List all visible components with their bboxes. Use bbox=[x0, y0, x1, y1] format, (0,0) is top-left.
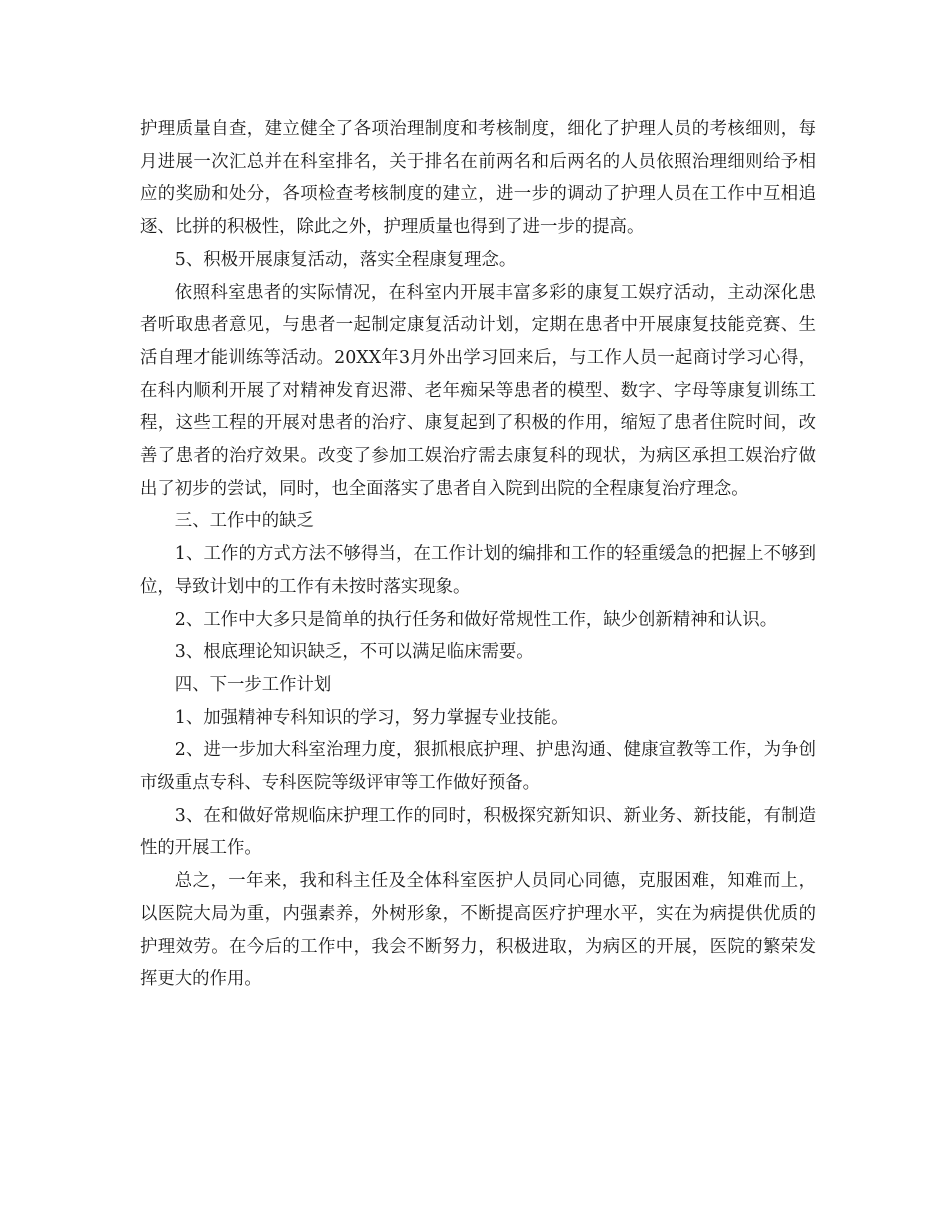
shortcoming-item-2: 2、工作中大多只是简单的执行任务和做好常规性工作，缺少创新精神和认识。 bbox=[174, 609, 778, 630]
plan-item-3: 3、在和做好常规临床护理工作的同时，积极探究新知识、新业务、新技能，有制造性的开展工作。 bbox=[140, 805, 816, 859]
shortcoming-item-3: 3、根底理论知识缺乏，不可以满足临床需要。 bbox=[174, 642, 534, 663]
heading-shortcomings: 三、工作中的缺乏 bbox=[174, 511, 314, 532]
plan-item-2: 2、进一步加大科室治理力度，狠抓根底护理、护患沟通、健康宣教等工作，为争创市级重点专科、专科医院等级评审等工作做好预备。 bbox=[140, 740, 816, 794]
paragraph-conclusion: 总之，一年来，我和科主任及全体科室医护人员同心同德，克服困难，知难而上，以医院大局为重，内强素养，外树形象，不断提高医疗护理水平，实在为病提供优质的护理效劳。在今后的工作中，我会不断努力，积极进取，为病区的开展，医院的繁荣发挥更大的作用。 bbox=[140, 871, 816, 990]
document-body bbox=[140, 113, 816, 996]
paragraph-quality-check: 护理质量自查，建立健全了各项治理制度和考核制度，细化了护理人员的考核细则，每月进展一次汇总并在科室排名，关于排名在前两名和后两名的人员依照治理细则给予相应的奖励和处分，各项检查考核制度的建立，进一步的调动了护理人员在工作中互相追逐、比拼的积极性，除此之外，护理质量也得到了进一步的提高。 bbox=[140, 119, 816, 238]
heading-next-plan: 四、下一步工作计划 bbox=[174, 674, 332, 695]
heading-rehab-activities: 5、积极开展康复活动，落实全程康复理念。 bbox=[174, 249, 517, 270]
plan-item-1: 1、加强精神专科知识的学习，努力掌握专业技能。 bbox=[174, 707, 569, 728]
shortcoming-item-1: 1、工作的方式方法不够得当，在工作计划的编排和工作的轻重缓急的把握上不够到位，导致计划中的工作有未按时落实现象。 bbox=[140, 544, 816, 597]
paragraph-rehab-details: 依照科室患者的实际情况，在科室内开展丰富多彩的康复工娱疗活动，主动深化患者听取患者意见，与患者一起制定康复活动计划，定期在患者中开展康复技能竞赛、生活自理才能训练等活动。20XX年3月外出学习回来后，与工作人员一起商讨学习心得，在科内顺利开展了对精神发育迟滞、老年痴呆等患者的模型、数字、字母等康复训练工程，这些工程的开展对患者的治疗、康复起到了积极的作用，缩短了患者住院时间，改善了患者的治疗效果。改变了参加工娱治疗需去康复科的现状，为病区承担工娱治疗做出了初步的尝试，同时，也全面落实了患者自入院到出院的全程康复治疗理念。 bbox=[140, 282, 816, 499]
